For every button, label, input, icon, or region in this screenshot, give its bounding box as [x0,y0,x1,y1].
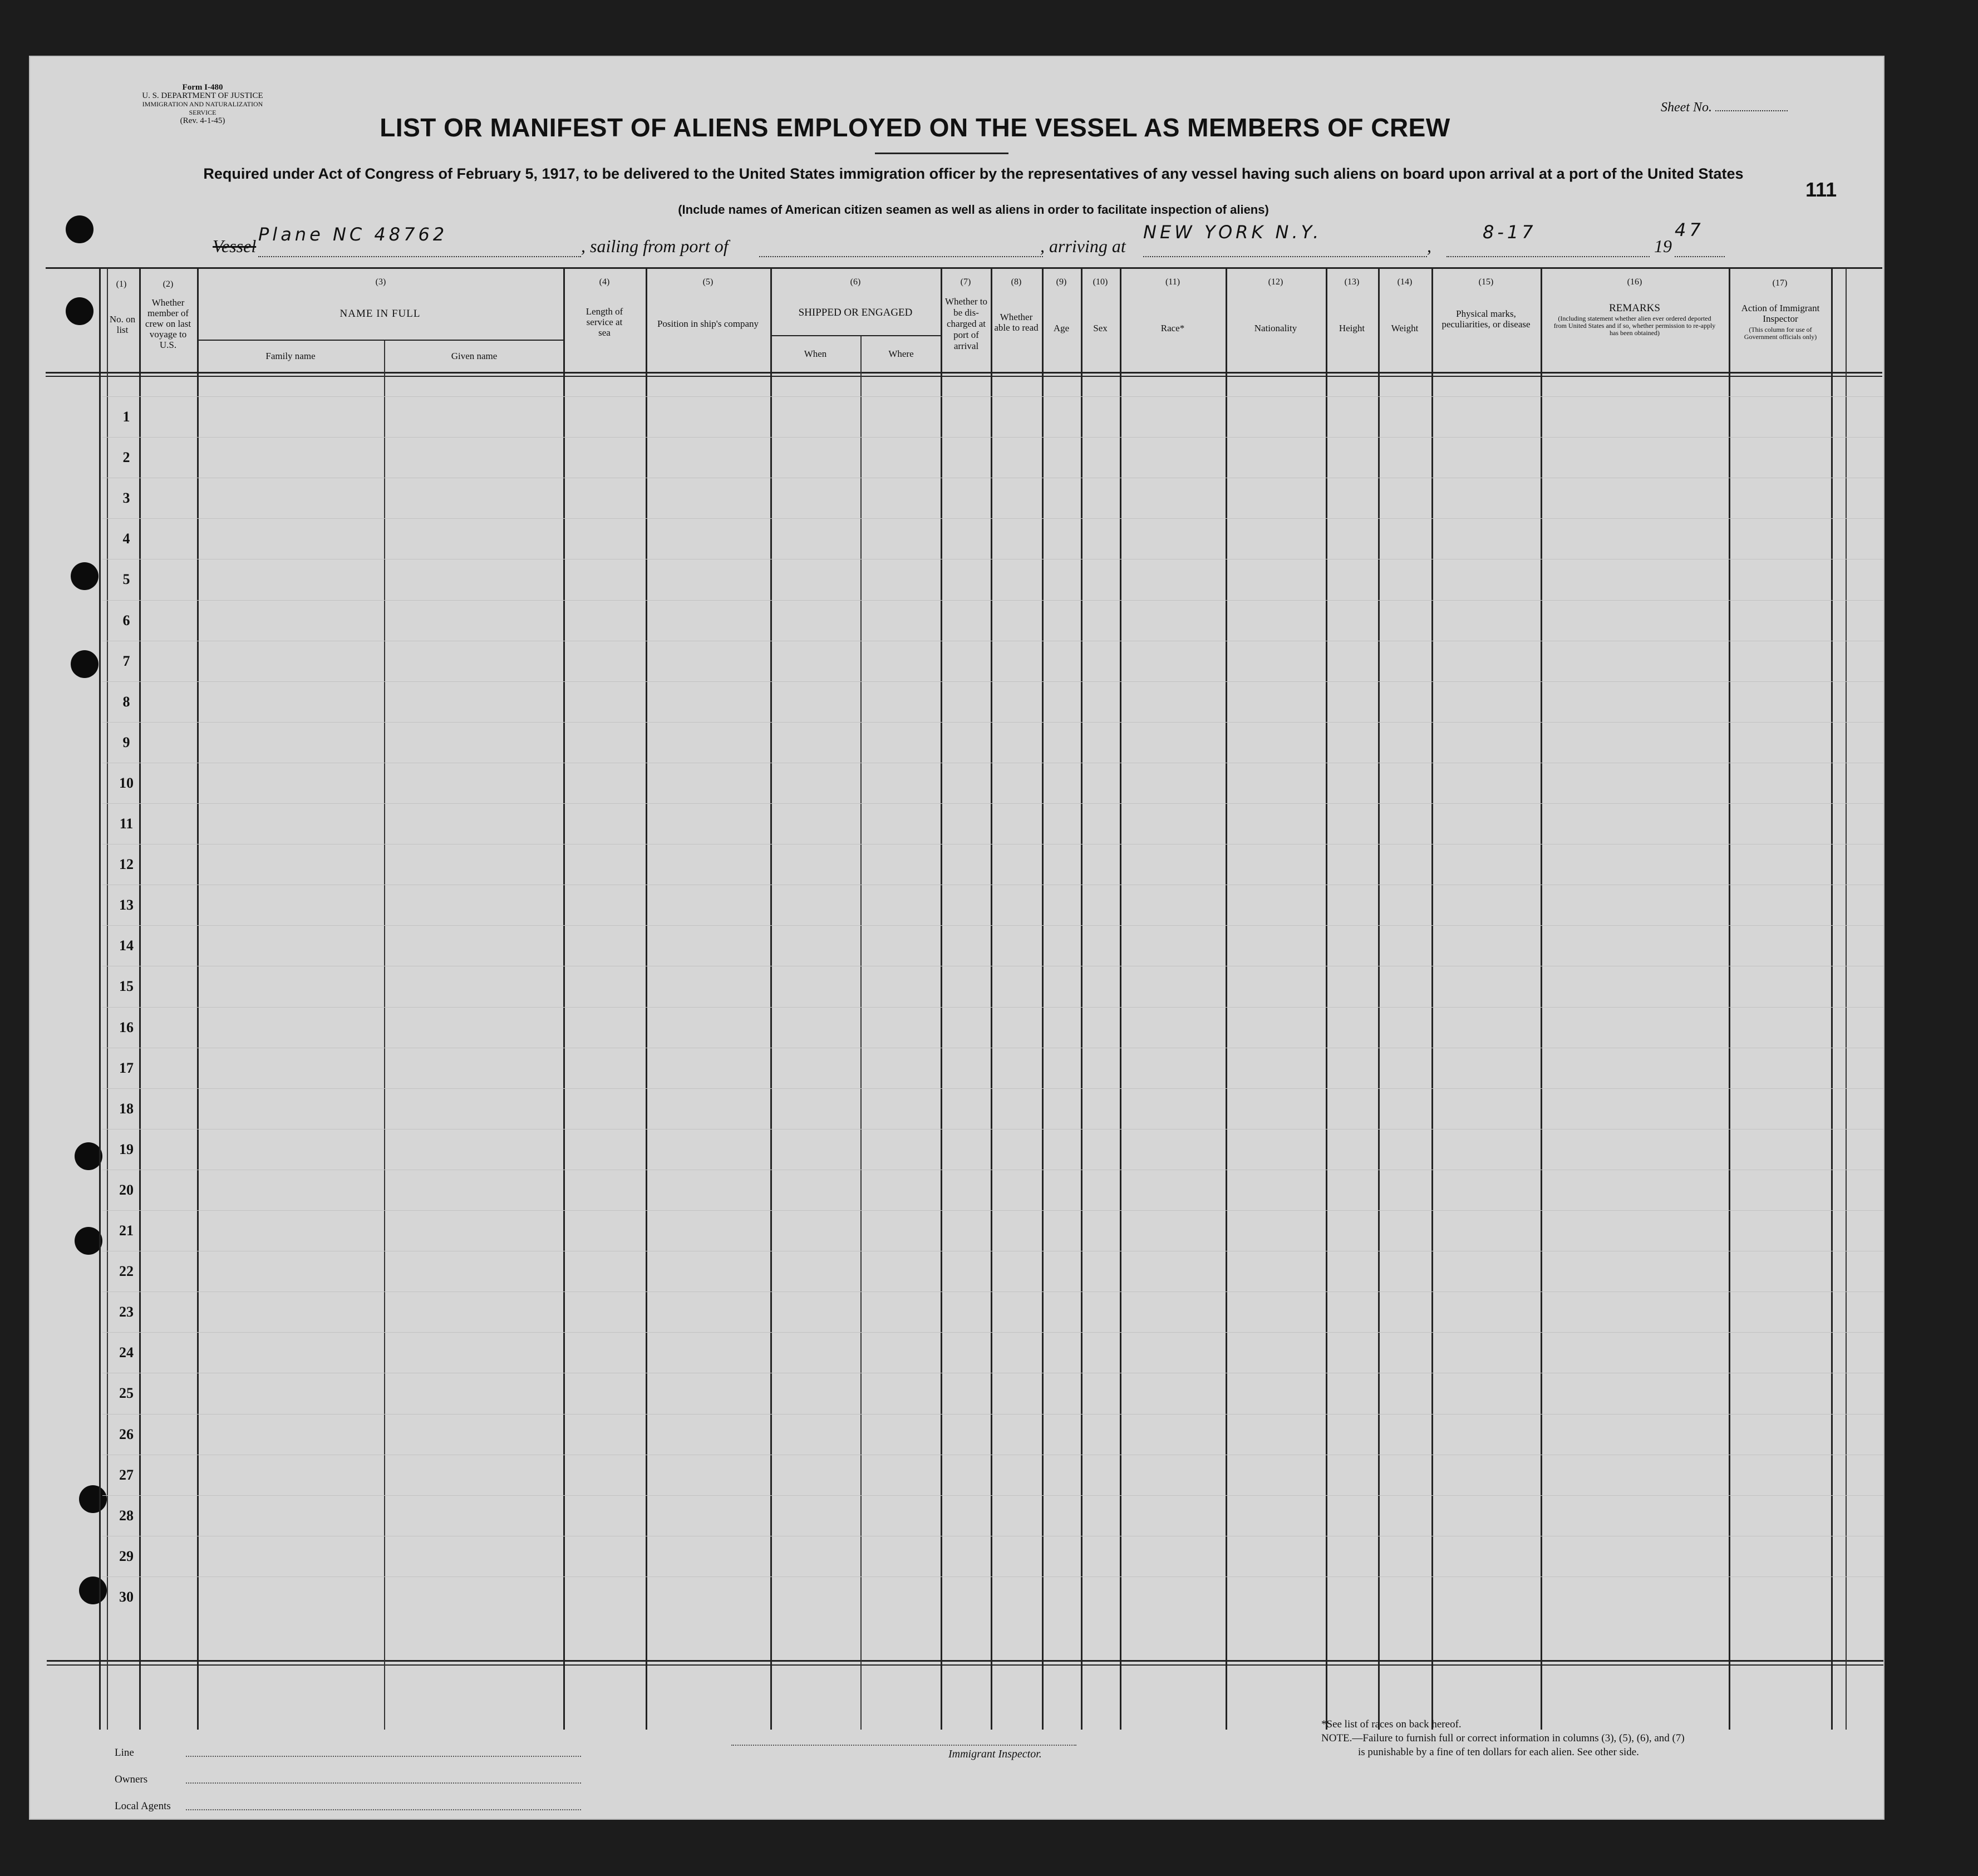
row-number: 17 [119,1059,134,1076]
column-number: (5) [702,277,714,287]
column-divider [384,340,385,1730]
column-divider [197,268,199,1730]
table-row[interactable] [102,1007,1883,1008]
row-number: 21 [119,1222,134,1239]
row-number: 18 [119,1100,134,1117]
sheet-number-blank[interactable] [1715,110,1788,111]
col-name-in-full: NAME IN FULL [339,308,421,320]
row-number: 8 [122,693,130,710]
column-divider [563,268,565,1730]
col-nationality: Nationality [1254,323,1297,333]
header-bottom-border-2 [46,376,1882,377]
col-physical-marks: Physical marks, peculiarities, or disease [1441,308,1531,330]
row-number: 5 [122,571,130,588]
row-number: 11 [119,816,134,832]
arriving-label: , arriving at [1040,236,1126,256]
row-number: 30 [119,1588,134,1605]
col-length-of-service: Length of service at sea [585,306,623,338]
col-shipped-or-engaged: SHIPPED OR ENGAGED [798,307,913,318]
column-divider [1846,268,1847,1730]
row-number: 10 [119,774,134,791]
col-weight: Weight [1391,323,1419,333]
col-sex: Sex [1093,323,1108,333]
column-number: (13) [1344,277,1360,287]
table-row[interactable] [102,600,1883,601]
column-divider [1226,268,1227,1730]
row-number: 25 [119,1385,134,1402]
table-row[interactable] [102,722,1883,723]
column-number: (3) [375,277,386,287]
punch-hole [66,297,94,325]
year-blank [1675,256,1725,257]
local-agents-field[interactable] [115,1800,171,1813]
table-row[interactable] [102,681,1883,682]
row-number: 1 [122,409,130,425]
table-row[interactable] [102,396,1883,397]
table-row[interactable] [102,1088,1883,1089]
punch-hole [75,1142,102,1170]
col-age: Age [1053,323,1070,333]
include-note: (Include names of American citizen seamen as well as aliens in order to facilitate inspection of aliens) [678,203,1269,217]
column-number: (12) [1268,277,1283,287]
inspector-label: Immigrant Inspector. [948,1748,1042,1760]
column-number: (11) [1165,277,1180,287]
table-row[interactable] [102,1414,1883,1415]
comma: , [1427,236,1431,256]
row-number: 3 [122,490,130,507]
col-discharged: Whether to be dis-charged at port of arrival [945,296,987,351]
row-number: 15 [119,978,134,995]
fine-note-cont: is punishable by a fine of ten dollars for each alien. See other side. [1358,1746,1639,1758]
punch-hole [79,1485,107,1513]
column-divider [770,268,772,1730]
title-underline [875,153,1008,154]
owners-label: Owners [115,1774,148,1785]
table-row[interactable] [102,437,1883,438]
local-agents-label: Local Agents [115,1800,171,1812]
punch-hole [75,1227,102,1255]
row-number: 14 [119,937,134,954]
punch-hole [79,1577,107,1604]
column-number: (17) [1772,278,1788,288]
column-number: (9) [1056,277,1067,287]
row-number: 27 [119,1466,134,1483]
year-value[interactable]: 47 [1675,219,1704,240]
page-number: 111 [1805,178,1837,201]
punch-hole [71,562,99,590]
form-number: Form I-480 [182,83,223,92]
row-number: 9 [122,734,130,750]
sailing-label: , sailing from port of [581,236,729,256]
column-number: (8) [1011,277,1022,287]
col-able-to-read: Whether able to read [994,312,1039,333]
row-number: 19 [119,1141,134,1157]
table-row[interactable] [102,925,1883,926]
col-race: Race* [1160,323,1185,333]
column-number: (15) [1478,277,1494,287]
row-number: 13 [119,897,134,914]
column-number: (7) [960,277,971,287]
vessel-blank [258,256,581,257]
table-row[interactable] [102,1291,1883,1292]
column-number: (2) [163,279,174,289]
name-subheader-rule [197,340,563,341]
column-divider [1431,268,1433,1730]
table-row[interactable] [102,518,1883,519]
punch-hole [66,215,94,243]
revision: (Rev. 4-1-45) [180,116,225,125]
races-note: *See list of races on back hereof. [1321,1718,1462,1730]
column-number: (4) [599,277,610,287]
header-bottom-border [46,372,1882,374]
inspector-signature-line[interactable] [731,1745,1076,1746]
column-divider [1120,268,1121,1730]
col-family-name: Family name [265,351,316,361]
column-number: (16) [1627,277,1642,287]
column-divider [1831,268,1833,1730]
column-divider [860,335,862,1730]
note-text: —Failure to furnish full or correct information in columns (3), (5), (6), and (7) [1352,1732,1685,1744]
footer-notes [1321,1717,1685,1759]
department: U. S. DEPARTMENT OF JUSTICE [142,91,263,100]
row-number: 22 [119,1263,134,1280]
table-row[interactable] [102,1495,1883,1496]
row-number: 28 [119,1507,134,1524]
manifest-sheet [29,56,1884,1820]
col-remarks-note: (Including statement whether alien ever ordered deported from United States and if so, whether permission to re-apply has been obtained) [1553,315,1716,337]
row-number: 12 [119,856,134,873]
arriving-value[interactable]: NEW YORK N.Y. [1143,222,1322,243]
sailing-from-field[interactable] [759,256,1043,257]
table-bottom-border [47,1660,1883,1662]
table-row[interactable] [102,1332,1883,1333]
service: IMMIGRATION AND NATURALIZATION SERVICE [142,100,263,116]
owners-blank[interactable] [186,1782,581,1784]
fine-note [1321,1731,1685,1745]
row-number: 29 [119,1548,134,1564]
column-divider [99,268,101,1730]
column-divider [941,268,942,1730]
row-number: 6 [122,612,130,628]
column-divider [1729,268,1730,1730]
table-bottom-border-2 [47,1664,1883,1666]
shipped-subheader-rule [770,335,941,336]
column-divider [1541,268,1542,1730]
col-crew-last-voyage: Whether member of crew on last voyage to U.S. [145,297,191,350]
column-divider [1081,268,1083,1730]
col-remarks: REMARKS [1609,302,1660,314]
form-title: LIST OR MANIFEST OF ALIENS EMPLOYED ON THE VESSEL AS MEMBERS OF CREW [380,113,1450,142]
column-divider [646,268,647,1730]
arriving-blank [1143,256,1427,257]
column-number: (6) [850,277,861,287]
col-position: Position in ship's company [657,318,759,329]
col-inspector-action: Action of Immigrant Inspector [1741,303,1820,324]
column-number: (1) [116,279,127,289]
line-field[interactable] [115,1747,134,1759]
column-number: (10) [1093,277,1108,287]
line-label: Line [115,1747,134,1759]
date-blank [1446,256,1650,257]
year-prefix: 19 [1654,236,1672,256]
line-blank[interactable] [186,1756,581,1757]
column-divider [991,268,992,1730]
row-number: 7 [122,652,130,669]
col-where: Where [888,348,914,359]
punch-hole [71,650,99,678]
row-number: 24 [119,1344,134,1361]
row-number: 2 [122,449,130,466]
row-number: 20 [119,1181,134,1198]
date-value[interactable]: 8-17 [1483,222,1537,243]
row-number: 4 [122,531,130,547]
col-height: Height [1339,323,1365,333]
local-agents-blank[interactable] [186,1809,581,1810]
column-divider [107,268,108,1730]
row-number: 26 [119,1426,134,1442]
column-divider [1378,268,1380,1730]
sheet-number-label: Sheet No. [1661,100,1712,115]
table-row[interactable] [102,803,1883,804]
vessel-value[interactable]: Plane NC 48762 [258,224,448,245]
col-given-name: Given name [451,351,498,361]
column-number: (14) [1397,277,1413,287]
owners-field[interactable] [115,1774,147,1786]
table-top-border [46,267,1882,269]
sheet-number-field[interactable] [1661,100,1788,115]
note-label: NOTE. [1321,1732,1352,1744]
col-when: When [804,348,827,359]
table-row[interactable] [102,1210,1883,1211]
requirement-text: Required under Act of Congress of February 5, 1917, to be delivered to the United States immigration officer by the representatives of any vessel having such aliens on board upon arrival at a port of the United States [203,165,1744,182]
col-inspector-note: (This column for use of Government officials only) [1744,326,1817,341]
row-number: 23 [119,1304,134,1320]
column-divider [1326,268,1327,1730]
col-no-on-list: No. on list [109,314,136,335]
row-number: 16 [119,1019,134,1035]
column-divider [1042,268,1044,1730]
vessel-label: Vessel [213,236,257,256]
